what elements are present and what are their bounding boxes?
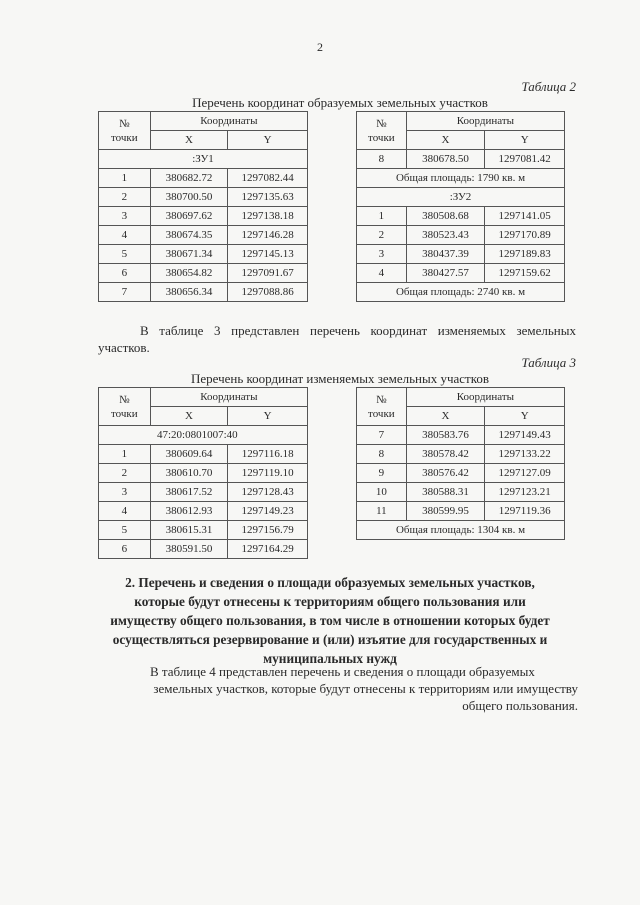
coord-y: 1297119.10 (228, 464, 308, 483)
table-row (357, 245, 565, 264)
table2-title: Перечень координат образуемых земельных участков (192, 95, 488, 110)
coord-x: 380697.62 (150, 207, 228, 226)
point-num: 11 (357, 502, 407, 521)
coord-y: 1297138.18 (228, 207, 308, 226)
table3-title: Перечень координат изменяемых земельных участков (190, 371, 490, 386)
coord-x: 380576.42 (406, 464, 485, 483)
coord-y: 1297127.09 (485, 464, 565, 483)
coord-x: 380609.64 (150, 445, 228, 464)
coord-x: 380583.76 (406, 426, 485, 445)
text-line: земельных участков, которые будут отнесены к территориям или имуществу (153, 681, 578, 696)
table-row (357, 464, 565, 483)
header-coords: Координаты (406, 388, 564, 407)
point-num: 1 (99, 169, 151, 188)
coord-x: 380678.50 (406, 150, 485, 169)
page-number: 2 (317, 40, 323, 54)
coord-y: 1297133.22 (485, 445, 565, 464)
table-row (357, 483, 565, 502)
header-coords: Координаты (406, 112, 564, 131)
table-row (357, 264, 565, 283)
para1-line: участков. (98, 340, 150, 355)
coord-x: 380427.57 (406, 264, 485, 283)
header-coords: Координаты (150, 112, 307, 131)
point-num: 7 (357, 426, 407, 445)
group-row: :ЗУ2 (357, 188, 565, 207)
point-num: 8 (357, 150, 407, 169)
coord-y: 1297164.29 (228, 540, 308, 559)
coord-y: 1297119.36 (485, 502, 565, 521)
header-x: X (150, 131, 228, 150)
point-num: 1 (99, 445, 151, 464)
header-num: № точки (357, 388, 407, 426)
heading-line: осуществляться резервирование и (или) изъятие для государственных и (112, 632, 548, 647)
coord-x: 380656.34 (150, 283, 228, 302)
coord-y: 1297116.18 (228, 445, 308, 464)
coord-y: 1297149.23 (228, 502, 308, 521)
header-num: № точки (99, 112, 151, 150)
text-line: В таблице 4 представлен перечень и сведения о площади образуемых (150, 664, 535, 679)
coord-x: 380588.31 (406, 483, 485, 502)
point-num: 3 (357, 245, 407, 264)
coord-x: 380437.39 (406, 245, 485, 264)
para1-line: В таблице 3 представлен перечень координат изменяемых земельных (140, 323, 576, 338)
table2-left (98, 111, 308, 302)
coord-y: 1297141.05 (485, 207, 565, 226)
point-num: 4 (99, 502, 151, 521)
header-x: X (406, 131, 485, 150)
point-num: 5 (99, 521, 151, 540)
table-row (99, 264, 308, 283)
coord-y: 1297082.44 (228, 169, 308, 188)
table-row (99, 245, 308, 264)
heading-line: которые будут отнесены к территориям общего пользования или (134, 594, 526, 609)
header-x: X (406, 407, 485, 426)
paragraph-table3-intro (98, 322, 576, 356)
coord-y: 1297145.13 (228, 245, 308, 264)
table-row (99, 464, 308, 483)
coord-y: 1297128.43 (228, 483, 308, 502)
coord-x: 380615.31 (150, 521, 228, 540)
table-row (99, 188, 308, 207)
coord-x: 380523.43 (406, 226, 485, 245)
point-num: 3 (99, 483, 151, 502)
coord-x: 380671.34 (150, 245, 228, 264)
header-y: Y (485, 131, 565, 150)
point-num: 10 (357, 483, 407, 502)
coord-y: 1297081.42 (485, 150, 565, 169)
coord-x: 380578.42 (406, 445, 485, 464)
header-y: Y (228, 407, 308, 426)
coord-y: 1297189.83 (485, 245, 565, 264)
coord-y: 1297156.79 (228, 521, 308, 540)
table-row (99, 207, 308, 226)
coord-y: 1297091.67 (228, 264, 308, 283)
group-row: 47:20:0801007:40 (99, 426, 308, 445)
header-y: Y (485, 407, 565, 426)
coord-x: 380599.95 (406, 502, 485, 521)
header-x: X (150, 407, 228, 426)
coord-x: 380591.50 (150, 540, 228, 559)
table-row (99, 521, 308, 540)
point-num: 8 (357, 445, 407, 464)
coord-y: 1297123.21 (485, 483, 565, 502)
point-num: 9 (357, 464, 407, 483)
coord-x: 380682.72 (150, 169, 228, 188)
point-num: 3 (99, 207, 151, 226)
coord-y: 1297135.63 (228, 188, 308, 207)
area-row: Общая площадь: 1790 кв. м (357, 169, 565, 188)
heading-line: имуществу общего пользования, в том числе в отношении которых будет (110, 613, 550, 628)
point-num: 5 (99, 245, 151, 264)
table-row (99, 540, 308, 559)
coord-x: 380508.68 (406, 207, 485, 226)
table-row (99, 283, 308, 302)
coord-y: 1297149.43 (485, 426, 565, 445)
point-num: 6 (99, 540, 151, 559)
point-num: 6 (99, 264, 151, 283)
section2-text (98, 663, 578, 714)
coord-y: 1297170.89 (485, 226, 565, 245)
coord-x: 380700.50 (150, 188, 228, 207)
coord-x: 380654.82 (150, 264, 228, 283)
header-coords: Координаты (150, 388, 307, 407)
coord-x: 380674.35 (150, 226, 228, 245)
table-row (99, 169, 308, 188)
table-row (357, 426, 565, 445)
table-row (99, 502, 308, 521)
table2-right (356, 111, 565, 302)
coord-y: 1297146.28 (228, 226, 308, 245)
coord-x: 380617.52 (150, 483, 228, 502)
header-num: № точки (99, 388, 151, 426)
header-y: Y (228, 131, 308, 150)
table3-label: Таблица 3 (521, 355, 576, 370)
text-line: общего пользования. (462, 698, 578, 713)
point-num: 4 (357, 264, 407, 283)
point-num: 4 (99, 226, 151, 245)
heading-line: муниципальных нужд (263, 651, 397, 666)
table-row (357, 207, 565, 226)
table2-label: Таблица 2 (521, 79, 576, 94)
coord-y: 1297159.62 (485, 264, 565, 283)
point-num: 2 (357, 226, 407, 245)
header-num: № точки (357, 112, 407, 150)
area-row: Общая площадь: 1304 кв. м (357, 521, 565, 540)
table-row (357, 150, 565, 169)
point-num: 7 (99, 283, 151, 302)
point-num: 2 (99, 464, 151, 483)
group-row: :ЗУ1 (99, 150, 308, 169)
table3-right (356, 387, 565, 540)
table3-left (98, 387, 308, 559)
heading-line: 2. Перечень и сведения о площади образуемых земельных участков, (125, 575, 535, 590)
table-row (99, 483, 308, 502)
coord-y: 1297088.86 (228, 283, 308, 302)
coord-x: 380612.93 (150, 502, 228, 521)
area-row: Общая площадь: 2740 кв. м (357, 283, 565, 302)
table-row (357, 445, 565, 464)
section2-heading (80, 573, 580, 668)
coord-x: 380610.70 (150, 464, 228, 483)
table-row (99, 226, 308, 245)
table-row (357, 226, 565, 245)
point-num: 2 (99, 188, 151, 207)
table-row (357, 502, 565, 521)
table-row (99, 445, 308, 464)
point-num: 1 (357, 207, 407, 226)
